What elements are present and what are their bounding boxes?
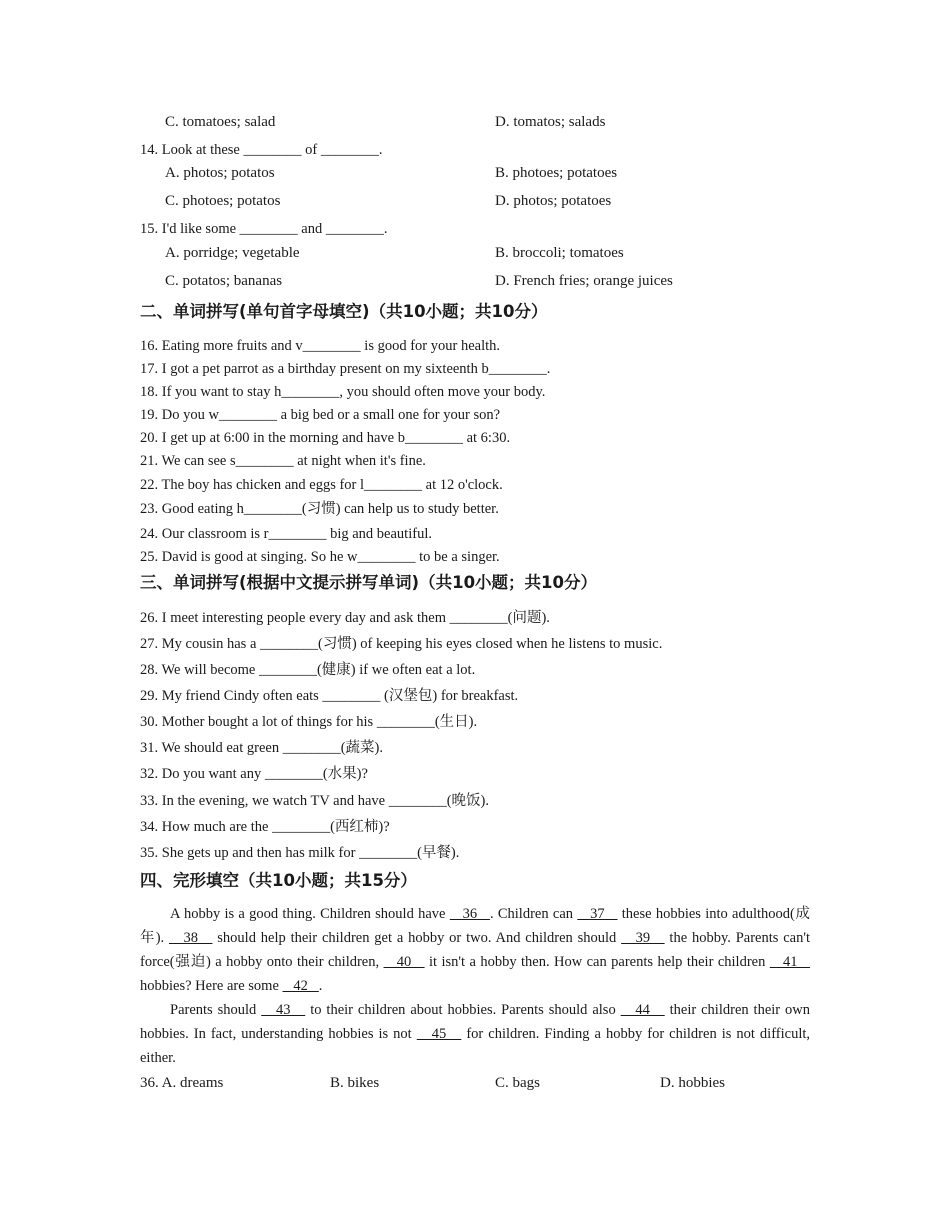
q13-option-c: C. tomatoes; salad — [165, 114, 276, 130]
section3-item: 34. How much are the ________(西红柿)? — [140, 819, 390, 835]
section3-item: 29. My friend Cindy often eats ________ (汉堡包) for breakfast. — [140, 688, 519, 704]
section2-heading: 二、单词拼写(单句首字母填空)（共10小题；共10分） — [140, 302, 548, 321]
cloze-paragraph-1 — [140, 902, 810, 998]
section3-item: 30. Mother bought a lot of things for his ________(生日). — [140, 714, 478, 730]
q36-option-d: D. hobbies — [660, 1075, 725, 1091]
q15-option-d: D. French fries; orange juices — [495, 273, 673, 289]
section3-heading: 三、单词拼写(根据中文提示拼写单词)（共10小题；共10分） — [140, 573, 598, 592]
section2-item: 19. Do you w________ a big bed or a small one for your son? — [140, 407, 501, 423]
section2-item: 16. Eating more fruits and v________ is good for your health. — [140, 338, 501, 354]
blank-45: 45 — [416, 1026, 462, 1042]
section2-item: 24. Our classroom is r________ big and beautiful. — [140, 526, 432, 542]
section3-item: 32. Do you want any ________(水果)? — [140, 766, 368, 782]
passage-text: hobbies? Here are some — [140, 978, 283, 994]
q14-stem: 14. Look at these ________ of ________. — [140, 142, 383, 158]
q14-option-d: D. photos; potatoes — [495, 193, 612, 209]
passage-text: the hobby. Parents can't force(强迫) a hobby onto their children, — [140, 930, 810, 970]
q36-option-a: 36. A. dreams — [140, 1075, 224, 1091]
passage-text: to their children about hobbies. Parents should also — [305, 1002, 621, 1018]
section3-item: 33. In the evening, we watch TV and have ________(晚饭). — [140, 793, 489, 809]
blank-36: 36 — [449, 906, 490, 922]
section3-item: 27. My cousin has a ________(习惯) of keeping his eyes closed when he listens to music. — [140, 636, 663, 652]
q14-option-c: C. photoes; potatos — [165, 193, 281, 209]
blank-42: 42 — [282, 978, 319, 994]
passage-text: for children. Finding a hobby for children is not difficult, either. — [140, 1026, 811, 1066]
q15-option-c: C. potatos; bananas — [165, 273, 283, 289]
section2-item: 22. The boy has chicken and eggs for l________ at 12 o'clock. — [140, 477, 503, 493]
blank-41: 41 — [769, 954, 811, 970]
blank-39: 39 — [621, 930, 665, 946]
section3-item: 26. I meet interesting people every day and ask them ________(问题). — [140, 610, 550, 626]
section2-item: 23. Good eating h________(习惯) can help us to study better. — [140, 501, 499, 517]
cloze-passage — [140, 902, 810, 1070]
section3-item: 35. She gets up and then has milk for ________(早餐). — [140, 845, 460, 861]
section2-item: 20. I get up at 6:00 in the morning and have b________ at 6:30. — [140, 430, 511, 446]
passage-text: . — [318, 978, 323, 994]
passage-text: Parents should — [170, 1002, 262, 1018]
blank-43: 43 — [261, 1002, 306, 1018]
q15-option-a: A. porridge; vegetable — [165, 245, 300, 261]
q36-option-b: B. bikes — [330, 1075, 380, 1091]
q15-option-b: B. broccoli; tomatoes — [495, 245, 624, 261]
passage-text: . Children can — [489, 906, 578, 922]
q13-option-d: D. tomatos; salads — [495, 114, 606, 130]
section2-item: 18. If you want to stay h________, you should often move your body. — [140, 384, 546, 400]
section3-item: 28. We will become ________(健康) if we often eat a lot. — [140, 662, 476, 678]
blank-37: 37 — [577, 906, 618, 922]
q14-option-b: B. photoes; potatoes — [495, 165, 618, 181]
q36-option-c: C. bags — [495, 1075, 540, 1091]
blank-40: 40 — [383, 954, 425, 970]
section2-item: 21. We can see s________ at night when it's fine. — [140, 453, 426, 469]
blank-44: 44 — [620, 1002, 665, 1018]
section4-heading: 四、完形填空（共10小题；共15分） — [140, 871, 417, 890]
q15-stem: 15. I'd like some ________ and ________. — [140, 221, 388, 237]
section3-item: 31. We should eat green ________(蔬菜). — [140, 740, 384, 756]
passage-text: should help their children get a hobby or two. And children should — [212, 930, 622, 946]
section2-item: 25. David is good at singing. So he w________ to be a singer. — [140, 549, 500, 565]
passage-text: it isn't a hobby then. How can parents help their children — [424, 954, 770, 970]
passage-text: these hobbies into adulthood(成年). — [140, 906, 811, 946]
passage-text: their children their own hobbies. In fact, understanding hobbies is not — [140, 1002, 811, 1042]
passage-text: A hobby is a good thing. Children should have — [170, 906, 450, 922]
section2-item: 17. I got a pet parrot as a birthday present on my sixteenth b________. — [140, 361, 551, 377]
cloze-paragraph-2 — [140, 998, 810, 1070]
blank-38: 38 — [168, 930, 213, 946]
q14-option-a: A. photos; potatos — [165, 165, 275, 181]
